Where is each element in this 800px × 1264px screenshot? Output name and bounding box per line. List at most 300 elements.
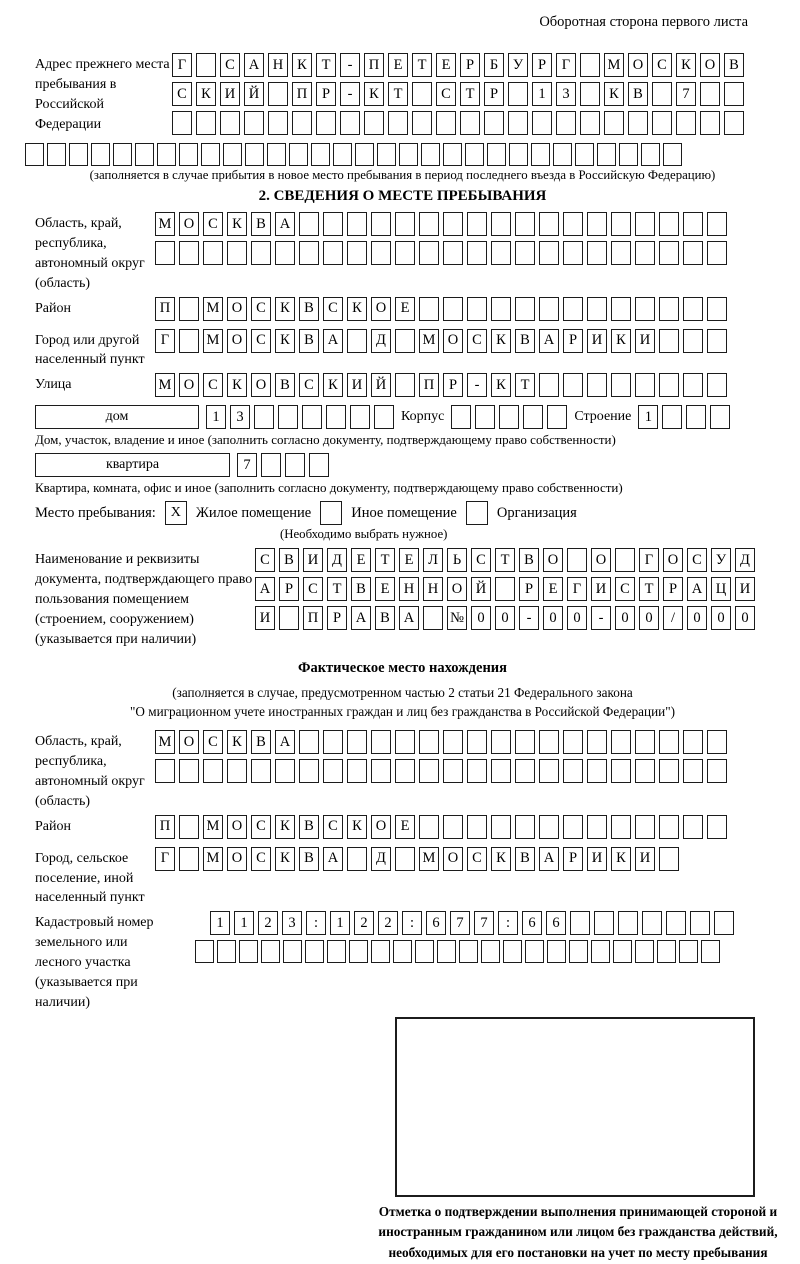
- char-cell[interactable]: 1: [532, 82, 552, 106]
- char-cell[interactable]: [316, 111, 336, 135]
- char-cell[interactable]: [155, 241, 175, 265]
- char-cell[interactable]: С: [652, 53, 672, 77]
- char-cell[interactable]: 0: [495, 606, 515, 630]
- char-cell[interactable]: Й: [371, 373, 391, 397]
- char-cell[interactable]: [580, 82, 600, 106]
- char-cell[interactable]: [217, 940, 236, 963]
- char-cell[interactable]: М: [203, 297, 223, 321]
- char-cell[interactable]: [508, 82, 528, 106]
- char-cell[interactable]: [663, 143, 682, 166]
- char-cell[interactable]: [515, 759, 535, 783]
- char-cell[interactable]: Т: [460, 82, 480, 106]
- char-cell[interactable]: А: [539, 329, 559, 353]
- char-cell[interactable]: :: [498, 911, 518, 935]
- char-cell[interactable]: [275, 241, 295, 265]
- char-cell[interactable]: С: [251, 297, 271, 321]
- char-cell[interactable]: [377, 143, 396, 166]
- char-cell[interactable]: [491, 730, 511, 754]
- char-cell[interactable]: М: [203, 329, 223, 353]
- char-cell[interactable]: Л: [423, 548, 443, 572]
- char-cell[interactable]: К: [347, 815, 367, 839]
- char-cell[interactable]: [563, 373, 583, 397]
- char-cell[interactable]: [25, 143, 44, 166]
- char-cell[interactable]: [467, 212, 487, 236]
- char-cell[interactable]: Р: [443, 373, 463, 397]
- char-cell[interactable]: [556, 111, 576, 135]
- char-cell[interactable]: С: [203, 730, 223, 754]
- char-cell[interactable]: [515, 241, 535, 265]
- char-cell[interactable]: [563, 730, 583, 754]
- char-cell[interactable]: [539, 297, 559, 321]
- char-cell[interactable]: [701, 940, 720, 963]
- char-cell[interactable]: Д: [735, 548, 755, 572]
- char-cell[interactable]: И: [347, 373, 367, 397]
- char-cell[interactable]: [707, 373, 727, 397]
- char-cell[interactable]: И: [591, 577, 611, 601]
- char-cell[interactable]: [196, 53, 216, 77]
- char-cell[interactable]: Р: [316, 82, 336, 106]
- char-cell[interactable]: [305, 940, 324, 963]
- char-cell[interactable]: Ь: [447, 548, 467, 572]
- char-cell[interactable]: [412, 82, 432, 106]
- char-cell[interactable]: [347, 212, 367, 236]
- char-cell[interactable]: [659, 373, 679, 397]
- char-cell[interactable]: [268, 111, 288, 135]
- char-cell[interactable]: [371, 759, 391, 783]
- char-cell[interactable]: [523, 405, 543, 429]
- char-cell[interactable]: Т: [316, 53, 336, 77]
- char-cell[interactable]: М: [419, 847, 439, 871]
- char-cell[interactable]: 6: [426, 911, 446, 935]
- char-cell[interactable]: 0: [615, 606, 635, 630]
- char-cell[interactable]: [179, 241, 199, 265]
- char-cell[interactable]: М: [155, 730, 175, 754]
- char-cell[interactable]: [707, 730, 727, 754]
- char-cell[interactable]: С: [203, 212, 223, 236]
- char-cell[interactable]: И: [303, 548, 323, 572]
- char-cell[interactable]: [278, 405, 298, 429]
- char-cell[interactable]: :: [306, 911, 326, 935]
- char-cell[interactable]: [395, 241, 415, 265]
- char-cell[interactable]: К: [196, 82, 216, 106]
- char-cell[interactable]: [539, 815, 559, 839]
- char-cell[interactable]: [662, 405, 682, 429]
- char-cell[interactable]: [539, 730, 559, 754]
- char-cell[interactable]: [251, 759, 271, 783]
- char-cell[interactable]: /: [663, 606, 683, 630]
- char-cell[interactable]: Н: [423, 577, 443, 601]
- char-cell[interactable]: -: [340, 82, 360, 106]
- char-cell[interactable]: [683, 815, 703, 839]
- char-cell[interactable]: О: [227, 847, 247, 871]
- char-cell[interactable]: С: [251, 815, 271, 839]
- char-cell[interactable]: [323, 730, 343, 754]
- char-cell[interactable]: П: [364, 53, 384, 77]
- char-cell[interactable]: [244, 111, 264, 135]
- char-cell[interactable]: В: [515, 329, 535, 353]
- char-cell[interactable]: [395, 373, 415, 397]
- char-cell[interactable]: [707, 212, 727, 236]
- char-cell[interactable]: К: [491, 373, 511, 397]
- char-cell[interactable]: [451, 405, 471, 429]
- char-cell[interactable]: [515, 730, 535, 754]
- char-cell[interactable]: [553, 143, 572, 166]
- char-cell[interactable]: [676, 111, 696, 135]
- char-cell[interactable]: -: [519, 606, 539, 630]
- char-cell[interactable]: [659, 759, 679, 783]
- char-cell[interactable]: [707, 815, 727, 839]
- char-cell[interactable]: В: [275, 373, 295, 397]
- char-cell[interactable]: К: [347, 297, 367, 321]
- char-cell[interactable]: С: [255, 548, 275, 572]
- char-cell[interactable]: №: [447, 606, 467, 630]
- char-cell[interactable]: В: [515, 847, 535, 871]
- char-cell[interactable]: [323, 241, 343, 265]
- char-cell[interactable]: [683, 730, 703, 754]
- char-cell[interactable]: К: [323, 373, 343, 397]
- char-cell[interactable]: [539, 212, 559, 236]
- char-cell[interactable]: О: [628, 53, 648, 77]
- char-cell[interactable]: [419, 212, 439, 236]
- char-cell[interactable]: Т: [327, 577, 347, 601]
- char-cell[interactable]: [299, 730, 319, 754]
- char-cell[interactable]: Г: [639, 548, 659, 572]
- char-cell[interactable]: В: [299, 847, 319, 871]
- char-cell[interactable]: [285, 453, 305, 477]
- char-cell[interactable]: Д: [371, 329, 391, 353]
- char-cell[interactable]: С: [687, 548, 707, 572]
- char-cell[interactable]: [525, 940, 544, 963]
- char-cell[interactable]: [326, 405, 346, 429]
- char-cell[interactable]: [299, 759, 319, 783]
- char-cell[interactable]: [419, 297, 439, 321]
- char-cell[interactable]: О: [443, 329, 463, 353]
- char-cell[interactable]: [642, 911, 662, 935]
- char-cell[interactable]: М: [203, 815, 223, 839]
- char-cell[interactable]: В: [724, 53, 744, 77]
- char-cell[interactable]: [203, 241, 223, 265]
- char-cell[interactable]: [484, 111, 504, 135]
- char-cell[interactable]: В: [251, 212, 271, 236]
- char-cell[interactable]: Б: [484, 53, 504, 77]
- char-cell[interactable]: [635, 373, 655, 397]
- char-cell[interactable]: П: [155, 297, 175, 321]
- char-cell[interactable]: Р: [460, 53, 480, 77]
- char-cell[interactable]: [371, 241, 391, 265]
- char-cell[interactable]: 7: [474, 911, 494, 935]
- char-cell[interactable]: О: [179, 730, 199, 754]
- char-cell[interactable]: Г: [155, 847, 175, 871]
- char-cell[interactable]: [311, 143, 330, 166]
- char-cell[interactable]: [323, 212, 343, 236]
- char-cell[interactable]: [666, 911, 686, 935]
- char-cell[interactable]: Г: [556, 53, 576, 77]
- char-cell[interactable]: [395, 329, 415, 353]
- char-cell[interactable]: [340, 111, 360, 135]
- char-cell[interactable]: [423, 606, 443, 630]
- char-cell[interactable]: [515, 212, 535, 236]
- char-cell[interactable]: О: [251, 373, 271, 397]
- char-cell[interactable]: М: [604, 53, 624, 77]
- char-cell[interactable]: [724, 111, 744, 135]
- char-cell[interactable]: 0: [543, 606, 563, 630]
- char-cell[interactable]: [714, 911, 734, 935]
- char-cell[interactable]: Е: [436, 53, 456, 77]
- char-cell[interactable]: В: [375, 606, 395, 630]
- char-cell[interactable]: 2: [378, 911, 398, 935]
- char-cell[interactable]: С: [467, 329, 487, 353]
- char-cell[interactable]: Е: [395, 815, 415, 839]
- char-cell[interactable]: П: [292, 82, 312, 106]
- char-cell[interactable]: С: [251, 329, 271, 353]
- char-cell[interactable]: [580, 53, 600, 77]
- char-cell[interactable]: [635, 212, 655, 236]
- char-cell[interactable]: 6: [522, 911, 542, 935]
- char-cell[interactable]: [531, 143, 550, 166]
- char-cell[interactable]: [700, 111, 720, 135]
- char-cell[interactable]: Д: [371, 847, 391, 871]
- char-cell[interactable]: [591, 940, 610, 963]
- char-cell[interactable]: К: [275, 815, 295, 839]
- char-cell[interactable]: О: [227, 297, 247, 321]
- char-cell[interactable]: [619, 143, 638, 166]
- char-cell[interactable]: [475, 405, 495, 429]
- char-cell[interactable]: С: [172, 82, 192, 106]
- char-cell[interactable]: [563, 297, 583, 321]
- char-cell[interactable]: [251, 241, 271, 265]
- char-cell[interactable]: В: [519, 548, 539, 572]
- char-cell[interactable]: [196, 111, 216, 135]
- char-cell[interactable]: [283, 940, 302, 963]
- char-cell[interactable]: [659, 847, 679, 871]
- char-cell[interactable]: [155, 759, 175, 783]
- char-cell[interactable]: [563, 212, 583, 236]
- char-cell[interactable]: [292, 111, 312, 135]
- char-cell[interactable]: [539, 759, 559, 783]
- char-cell[interactable]: [515, 297, 535, 321]
- char-cell[interactable]: П: [155, 815, 175, 839]
- char-cell[interactable]: [415, 940, 434, 963]
- house-type-box[interactable]: дом: [35, 405, 199, 429]
- char-cell[interactable]: В: [299, 329, 319, 353]
- char-cell[interactable]: [683, 297, 703, 321]
- char-cell[interactable]: К: [611, 847, 631, 871]
- char-cell[interactable]: О: [700, 53, 720, 77]
- char-cell[interactable]: [724, 82, 744, 106]
- char-cell[interactable]: И: [635, 847, 655, 871]
- char-cell[interactable]: [539, 241, 559, 265]
- char-cell[interactable]: Е: [388, 53, 408, 77]
- char-cell[interactable]: 0: [687, 606, 707, 630]
- char-cell[interactable]: И: [587, 847, 607, 871]
- char-cell[interactable]: 1: [206, 405, 226, 429]
- char-cell[interactable]: [371, 212, 391, 236]
- char-cell[interactable]: [679, 940, 698, 963]
- char-cell[interactable]: [707, 297, 727, 321]
- char-cell[interactable]: [503, 940, 522, 963]
- char-cell[interactable]: [395, 847, 415, 871]
- char-cell[interactable]: 0: [471, 606, 491, 630]
- char-cell[interactable]: [395, 212, 415, 236]
- char-cell[interactable]: [443, 730, 463, 754]
- char-cell[interactable]: [508, 111, 528, 135]
- char-cell[interactable]: [201, 143, 220, 166]
- char-cell[interactable]: [443, 241, 463, 265]
- checkbox-other-premises[interactable]: [320, 501, 342, 525]
- char-cell[interactable]: Н: [399, 577, 419, 601]
- char-cell[interactable]: К: [227, 730, 247, 754]
- char-cell[interactable]: И: [735, 577, 755, 601]
- char-cell[interactable]: [395, 730, 415, 754]
- char-cell[interactable]: К: [292, 53, 312, 77]
- char-cell[interactable]: [659, 212, 679, 236]
- char-cell[interactable]: М: [419, 329, 439, 353]
- char-cell[interactable]: [635, 241, 655, 265]
- char-cell[interactable]: [459, 940, 478, 963]
- char-cell[interactable]: [309, 453, 329, 477]
- char-cell[interactable]: С: [323, 815, 343, 839]
- char-cell[interactable]: [491, 241, 511, 265]
- char-cell[interactable]: [203, 759, 223, 783]
- char-cell[interactable]: [481, 940, 500, 963]
- char-cell[interactable]: [683, 241, 703, 265]
- char-cell[interactable]: В: [299, 815, 319, 839]
- char-cell[interactable]: [195, 940, 214, 963]
- char-cell[interactable]: [659, 297, 679, 321]
- char-cell[interactable]: О: [371, 815, 391, 839]
- char-cell[interactable]: Н: [268, 53, 288, 77]
- char-cell[interactable]: [279, 606, 299, 630]
- char-cell[interactable]: [47, 143, 66, 166]
- char-cell[interactable]: 0: [639, 606, 659, 630]
- char-cell[interactable]: С: [471, 548, 491, 572]
- char-cell[interactable]: О: [371, 297, 391, 321]
- char-cell[interactable]: Т: [515, 373, 535, 397]
- char-cell[interactable]: С: [220, 53, 240, 77]
- char-cell[interactable]: [460, 111, 480, 135]
- char-cell[interactable]: [465, 143, 484, 166]
- char-cell[interactable]: Г: [172, 53, 192, 77]
- char-cell[interactable]: Р: [563, 329, 583, 353]
- char-cell[interactable]: Е: [543, 577, 563, 601]
- char-cell[interactable]: [467, 297, 487, 321]
- char-cell[interactable]: О: [227, 329, 247, 353]
- char-cell[interactable]: К: [364, 82, 384, 106]
- char-cell[interactable]: Т: [388, 82, 408, 106]
- char-cell[interactable]: [179, 759, 199, 783]
- char-cell[interactable]: [467, 759, 487, 783]
- char-cell[interactable]: [707, 759, 727, 783]
- char-cell[interactable]: [615, 548, 635, 572]
- char-cell[interactable]: [580, 111, 600, 135]
- char-cell[interactable]: :: [402, 911, 422, 935]
- char-cell[interactable]: [659, 815, 679, 839]
- char-cell[interactable]: [350, 405, 370, 429]
- char-cell[interactable]: [499, 405, 519, 429]
- char-cell[interactable]: [641, 143, 660, 166]
- char-cell[interactable]: [575, 143, 594, 166]
- char-cell[interactable]: [683, 373, 703, 397]
- char-cell[interactable]: [299, 212, 319, 236]
- char-cell[interactable]: К: [275, 847, 295, 871]
- char-cell[interactable]: С: [251, 847, 271, 871]
- char-cell[interactable]: Р: [663, 577, 683, 601]
- char-cell[interactable]: [563, 759, 583, 783]
- char-cell[interactable]: [604, 111, 624, 135]
- char-cell[interactable]: 0: [567, 606, 587, 630]
- char-cell[interactable]: [635, 730, 655, 754]
- char-cell[interactable]: [443, 297, 463, 321]
- char-cell[interactable]: К: [491, 847, 511, 871]
- char-cell[interactable]: [547, 405, 567, 429]
- char-cell[interactable]: А: [244, 53, 264, 77]
- char-cell[interactable]: [179, 847, 199, 871]
- char-cell[interactable]: [686, 405, 706, 429]
- char-cell[interactable]: И: [587, 329, 607, 353]
- char-cell[interactable]: [587, 241, 607, 265]
- char-cell[interactable]: [388, 111, 408, 135]
- char-cell[interactable]: [239, 940, 258, 963]
- char-cell[interactable]: [635, 815, 655, 839]
- char-cell[interactable]: Ц: [711, 577, 731, 601]
- char-cell[interactable]: [289, 143, 308, 166]
- char-cell[interactable]: 7: [450, 911, 470, 935]
- char-cell[interactable]: Е: [399, 548, 419, 572]
- char-cell[interactable]: [419, 730, 439, 754]
- char-cell[interactable]: [467, 815, 487, 839]
- char-cell[interactable]: [652, 82, 672, 106]
- char-cell[interactable]: [628, 111, 648, 135]
- char-cell[interactable]: [491, 297, 511, 321]
- char-cell[interactable]: В: [351, 577, 371, 601]
- char-cell[interactable]: [419, 241, 439, 265]
- char-cell[interactable]: [227, 241, 247, 265]
- char-cell[interactable]: [443, 212, 463, 236]
- char-cell[interactable]: [443, 759, 463, 783]
- char-cell[interactable]: [135, 143, 154, 166]
- char-cell[interactable]: А: [399, 606, 419, 630]
- char-cell[interactable]: [157, 143, 176, 166]
- char-cell[interactable]: Д: [327, 548, 347, 572]
- char-cell[interactable]: [395, 759, 415, 783]
- char-cell[interactable]: [179, 329, 199, 353]
- char-cell[interactable]: 1: [330, 911, 350, 935]
- char-cell[interactable]: [220, 111, 240, 135]
- char-cell[interactable]: [683, 212, 703, 236]
- char-cell[interactable]: [495, 577, 515, 601]
- char-cell[interactable]: 0: [711, 606, 731, 630]
- char-cell[interactable]: [587, 730, 607, 754]
- char-cell[interactable]: О: [591, 548, 611, 572]
- char-cell[interactable]: [594, 911, 614, 935]
- char-cell[interactable]: Р: [532, 53, 552, 77]
- char-cell[interactable]: [179, 143, 198, 166]
- char-cell[interactable]: А: [275, 730, 295, 754]
- char-cell[interactable]: А: [687, 577, 707, 601]
- char-cell[interactable]: 1: [234, 911, 254, 935]
- char-cell[interactable]: В: [628, 82, 648, 106]
- char-cell[interactable]: В: [299, 297, 319, 321]
- char-cell[interactable]: А: [323, 329, 343, 353]
- char-cell[interactable]: Р: [563, 847, 583, 871]
- char-cell[interactable]: Р: [327, 606, 347, 630]
- char-cell[interactable]: [467, 241, 487, 265]
- char-cell[interactable]: Р: [519, 577, 539, 601]
- char-cell[interactable]: [179, 815, 199, 839]
- char-cell[interactable]: [611, 730, 631, 754]
- char-cell[interactable]: [267, 143, 286, 166]
- char-cell[interactable]: [611, 297, 631, 321]
